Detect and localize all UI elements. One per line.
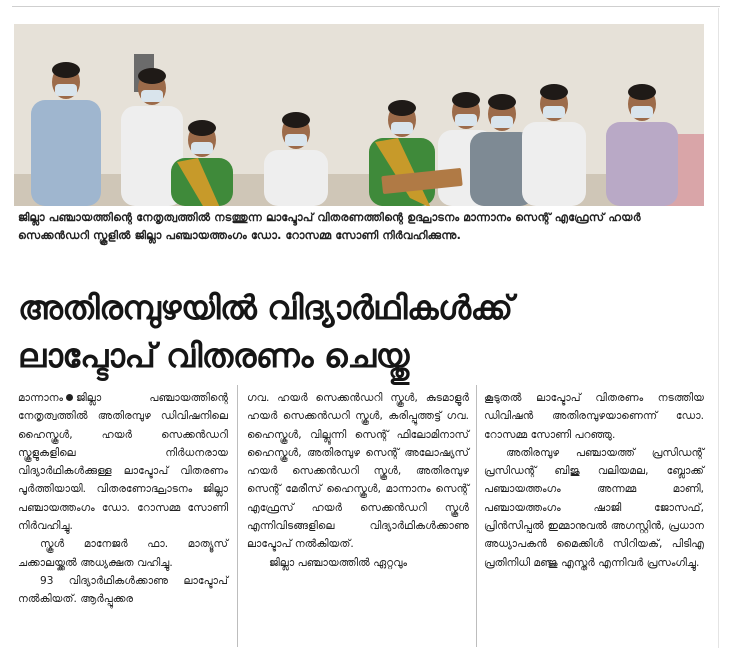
column-divider (237, 385, 238, 647)
face-mask-icon (55, 84, 77, 96)
person-hair (540, 84, 568, 100)
dateline-bullet-icon (66, 394, 73, 401)
person-hair (388, 100, 416, 116)
person-hair (188, 120, 216, 136)
face-mask-icon (285, 134, 307, 146)
top-divider (12, 6, 720, 7)
person-torso (606, 122, 678, 206)
article-column-1 (18, 389, 228, 609)
person-hair (282, 112, 310, 128)
news-photo (14, 24, 704, 206)
face-mask-icon (455, 114, 477, 126)
face-mask-icon (543, 106, 565, 118)
article-column-2 (247, 389, 469, 572)
person-hair (452, 92, 480, 108)
article-paragraph: 93 വിദ്യാർഥികൾക്കാണു ലാപ്ടോപ് നൽകിയത്. ആർപ്പൂക്കര (18, 574, 228, 606)
photo-caption: ജില്ലാ പഞ്ചായത്തിന്റെ നേതൃത്വത്തിൽ നടത്തുന്ന ലാപ്ടോപ് വിതരണത്തിന്റെ ഉദ്ഘാടനം മാന്നാനം സെന്റ് എഫ്രേസ് ഹയർ സെക്കൻഡറി സ്കൂളിൽ ജില്ലാ പഞ്ചായത്തംഗം ഡോ. റോസമ്മ സോണി നിർവഹിക്കുന്നു. (18, 211, 641, 242)
page-edge-rule (718, 8, 719, 648)
article-paragraph: അതിരമ്പുഴ പഞ്ചായത്ത് പ്രസിഡന്റ് പ്രസിഡന്റ് ബിജു വലിയമല, ബ്ലോക്ക് പഞ്ചായത്തംഗം അന്നമ്മ മാണി, പഞ്ചായത്തംഗം ഷാജി ജോസഫ്, പ്രിൻസിപ്പൽ ഇമ്മാനുവൽ അഗസ്റ്റിൻ, പ്രധാന അധ്യാപകൻ മൈക്കിൾ സിറിയക്, പിടിഎ പ്രതിനിധി മഞ്ജു എസ്തർ എന്നിവർ പ്രസംഗിച്ചു. (484, 446, 704, 569)
face-mask-icon (631, 106, 653, 118)
article-paragraph: കൂടുതൽ ലാപ്ടോപ് വിതരണം നടത്തിയ ഡിവിഷൻ അതിരമ്പുഴയാണെന്ന് ഡോ. റോസമ്മ സോണി പറഞ്ഞു. (484, 392, 704, 441)
column-divider (476, 385, 477, 647)
person-hair (138, 68, 166, 84)
person-torso (264, 150, 328, 206)
face-mask-icon (491, 116, 513, 128)
face-mask-icon (191, 142, 213, 154)
article-column-3 (484, 389, 704, 572)
face-mask-icon (391, 122, 413, 134)
person-hair (488, 94, 516, 110)
person-torso (31, 100, 101, 206)
article-text: ജില്ലാ പഞ്ചായത്തിന്റെ നേതൃത്വത്തിൽ അതിരമ്പുഴ ഡിവിഷനിലെ ഹൈസ്കൂൾ, ഹയർ സെക്കൻഡറി സ്കൂളുകളിലെ നിർധനരായ വിദ്യാർഥികൾക്കുള്ള ലാപ്ടോപ് വിതരണം പൂർത്തിയായി. വിതരണോദ്ഘാടനം ജില്ലാ പഞ്ചായത്തംഗം ഡോ. റോസമ്മ സോണി നിർവഹിച്ചു. (18, 392, 228, 533)
dateline: മാന്നാനം (18, 392, 64, 404)
article-paragraph: ജില്ലാ പഞ്ചായത്തിൽ ഏറ്റവും (269, 556, 408, 569)
article-paragraph: സ്കൂൾ മാനേജർ ഫാ. മാത്യൂസ് ചക്കാലയ്ക്കൽ അധ്യക്ഷത വഹിച്ചു. (18, 538, 228, 569)
article-paragraph: ഗവ. ഹയർ സെക്കൻഡറി സ്കൂൾ, കുടമാളൂർ ഹയർ സെക്കൻഡറി സ്കൂൾ, കരിപ്പൂത്തട്ട് ഗവ. ഹൈസ്കൂൾ, വില്ലൂന്നി സെന്റ് ഫിലോമിനാസ് ഹൈസ്കൂൾ, അതിരമ്പുഴ സെന്റ് അലോഷ്യസ് ഹയർ സെക്കൻഡറി സ്കൂൾ, അതിരമ്പുഴ സെന്റ് മേരീസ് ഹൈസ്കൂൾ, മാന്നാനം സെന്റ് എഫ്രേസ് ഹയർ സെക്കൻഡറി സ്കൂൾ എന്നിവിടങ്ങളിലെ വിദ്യാർഥികൾക്കാണു ലാപ്ടോപ് നൽകിയത്. (247, 392, 469, 551)
headline-line-1: അതിരമ്പുഴയിൽ വിദ്യാർഥികൾക്ക് (18, 288, 513, 327)
face-mask-icon (141, 90, 163, 102)
person-hair (52, 62, 80, 78)
person-hair (628, 84, 656, 100)
photo-floor (14, 174, 704, 206)
news-photo-illustration (14, 24, 704, 206)
article-paragraph (18, 389, 228, 535)
person-torso (522, 122, 586, 206)
headline-line-2: ലാപ്ടോപ് വിതരണം ചെയ്തു (18, 336, 409, 375)
